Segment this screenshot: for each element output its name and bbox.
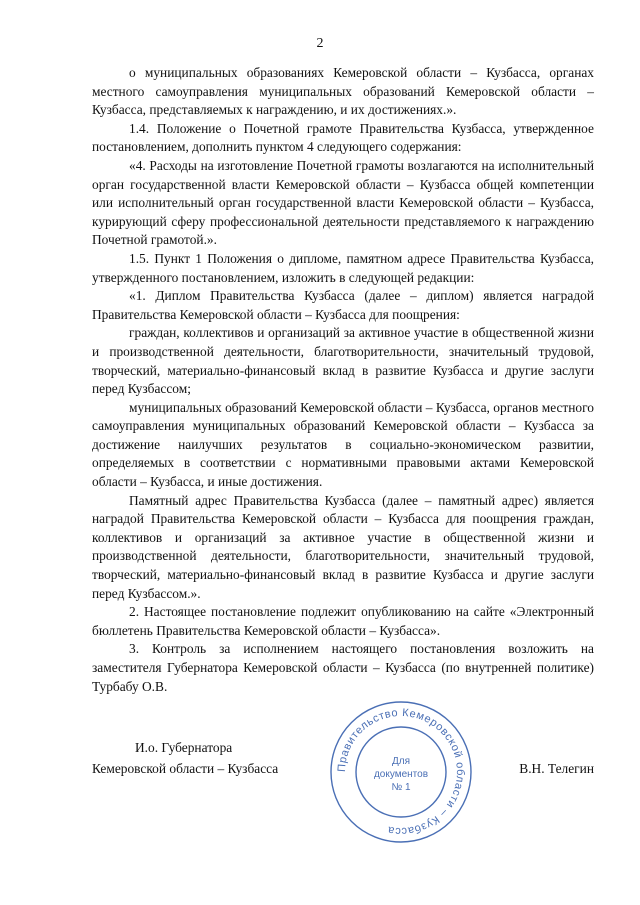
paragraph-4: «1. Диплом Правительства Кузбасса (далее – диплом) является наградой Правительства Кемеровской области – Кузбасса для поощрения: <box>92 288 594 322</box>
stamp-center-line2: документов <box>373 769 429 780</box>
paragraph-0: о муниципальных образованиях Кемеровской области – Кузбасса, органах местного самоуправления муниципальных образований Кемеровской области – Кузбасса, представляемых к награждению, и их достижениях.». <box>92 65 594 118</box>
stamp-center-line1: Для <box>391 756 411 767</box>
paragraph-5: граждан, коллективов и организаций за активное участие в общественной жизни и производственной деятельности, благотворительности, значительный трудовой, творческий, материально-финансовый вклад в развитие Кузбасса и другие заслуги перед Кузбассом; <box>92 325 594 397</box>
paragraph-3: 1.5. Пункт 1 Положения о дипломе, памятном адресе Правительства Кузбасса, утвержденного постановлением, изложить в следующей редакции: <box>92 250 594 285</box>
paragraph-6: муниципальных образований Кемеровской области – Кузбасса, органов местного самоуправления муниципальных образований Кемеровской области – Кузбасса за достижение наилучших результатов в социально-экономическом развитии, определяемых в соответствии с нормативными правовыми актами Кемеровской области – Кузбасса, и иные достижения. <box>92 399 594 490</box>
signatory-title: И.о. Губернатора <box>135 740 233 755</box>
paragraph-9: 3. Контроль за исполнением настоящего постановления возложить на заместителя Губернатора Кемеровской области – Кузбасса (по внутренней политике) Турбабу О.В. <box>92 641 594 694</box>
signatory-organization: Кемеровской области – Кузбасса <box>92 761 279 776</box>
signatory-name: В.Н. Телегин <box>519 761 594 776</box>
paragraph-7: Памятный адрес Правительства Кузбасса (далее – памятный адрес) является наградой Правительства Кемеровской области – Кузбасса для поощрения граждан, коллективов и организаций за активное участие в общественной жизни и производственной деятельности, благотворительности, значительный трудовой, творческий, материально-финансовый вклад в развитие Кузбасса и другие заслуги перед Кузбассом.». <box>92 492 594 601</box>
document-body <box>92 64 594 696</box>
paragraph-1: 1.4. Положение о Почетной грамоте Правительства Кузбасса, утвержденное постановлением, дополнить пунктом 4 следующего содержания: <box>92 120 594 155</box>
paragraph-2: «4. Расходы на изготовление Почетной грамоты возлагаются на исполнительный орган государственной власти Кемеровской области – Кузбасса общей компетенции или исполнительный орган государственной власти Кемеровской области – Кузбасса, курирующий сферу профессиональной деятельности представляемого к награждению Почетной грамотой.». <box>92 157 594 248</box>
stamp-ring-text: Правительство Кемеровской области – Кузбасса <box>335 706 467 838</box>
stamp-center-line3: № 1 <box>391 782 411 793</box>
official-stamp <box>326 697 476 847</box>
paragraph-8: 2. Настоящее постановление подлежит опубликованию на сайте «Электронный бюллетень Правительства Кемеровской области – Кузбасса». <box>92 604 594 638</box>
page-number: 2 <box>316 36 324 51</box>
